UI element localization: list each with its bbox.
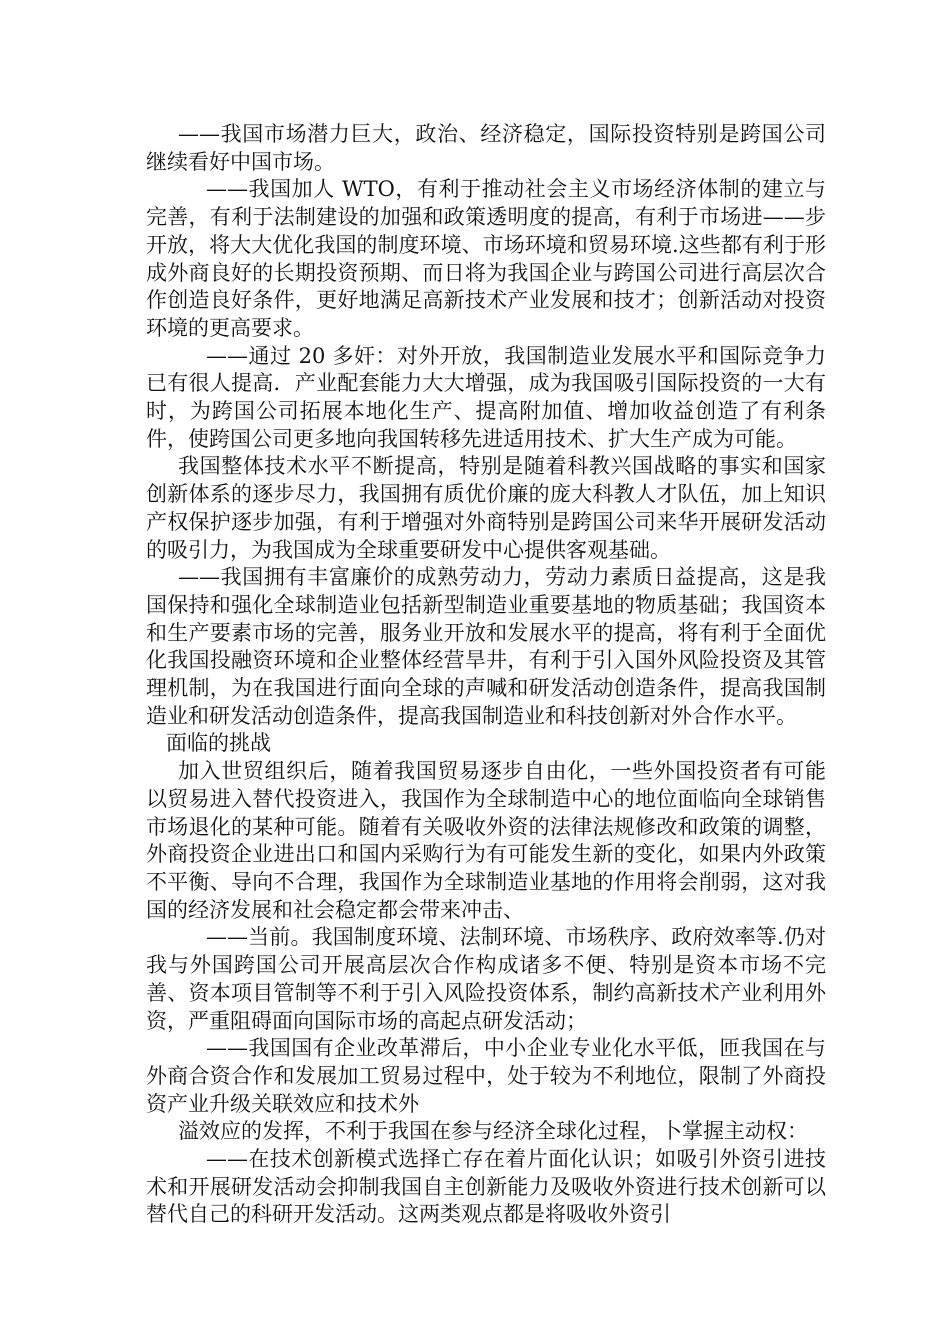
paragraph-after-wto: 加入世贸组织后，随着我国贸易逐步自由化，一些外国投资者有可能以贸易进入替代投资进入，我国作为全球制造中心的地位面临向全球销售市场退化的某种可能。随着有关吸收外资的法律法规修改和政策的调整，外商投资企业进出口和国内采购行为有可能发生新的变化，如果内外政策不平衡、导向不合理，我国作为全球制造业基地的作用将会削弱，这对我国的经济发展和社会稳定都会带来冲击、 (146, 759, 826, 922)
document-body (146, 121, 826, 1229)
paragraph-spillover: 溢效应的发挥，不利于我国在参与经济全球化过程，卜掌握主动权： (178, 1119, 808, 1144)
paragraph-current-environment: ——当前。我国制度环境、法制环境、市场秩序、政府效率等.仍对我与外国跨国公司开展高层次合作构成诸多不便、特别是资本市场不完善、资本项目管制等不利于引入风险投资体系，制约高新技术产业利用外资，严重阻碍面向国际市场的高起点研发活动； (146, 925, 826, 1033)
paragraph-manufacturing: ——通过 20 多奸：对外开放，我国制造业发展水平和国际竞争力已有很人提高．产业配套能力大大增强，成为我国吸引国际投资的一大有时，为跨国公司拓展本地化生产、提高附加值、增加收益创造了有利条件，使跨国公司更多地向我国转移先进适用技术、扩大生产成为可能。 (146, 343, 826, 451)
paragraph-market-potential: ——我国市场潜力巨大，政治、经济稳定，国际投资特别是跨国公司继续看好中国市场。 (146, 122, 826, 174)
paragraph-labor-force: ——我国拥有丰富廉价的成熟劳动力，劳动力素质日益提高，这是我国保持和强化全球制造业包括新型制造业重要基地的物质基础；我国资本和生产要素市场的完善，服务业开放和发展水平的提高，将有利于全面优化我国投融资环境和企业整体经营旱井，有利于引入国外风险投资及其管理机制，为在我国进行面向全球的声喊和研发活动创造条件，提高我国制造业和研发活动创造条件，提高我国制造业和科技创新对外合作水平。 (146, 565, 826, 728)
paragraph-technology-level: 我国整体技术水平不断提高，特别是随着科教兴国战略的事实和国家创新体系的逐步尽力，我国拥有质优价廉的庞大科教人才队伍，加上知识产权保护逐步加强，有利于增强对外商特别是跨国公司来华开展研发活动的吸引力，为我国成为全球重要研发中心提供客观基础。 (146, 454, 826, 562)
paragraph-wto-entry: ——我国加人 WTO，有利于推动社会主义市场经济体制的建立与完善，有利于法制建设的加强和政策透明度的提高，有利于市场进——步开放，将大大优化我国的制度环境、市场环境和贸易环境.这些都有利于形成外商良好的长期投资预期、而日将为我国企业与跨国公司进行高层次合作创造良好条件，更好地满足高新技术产业发展和技才；创新活动对投资环境的更高要求。 (146, 177, 826, 340)
section-heading-challenges: 面临的挑战 (166, 731, 271, 756)
paragraph-innovation-mode: ——在技术创新模式选择亡存在着片面化认识；如吸引外资引进技术和开展研发活动会抑制我国自主创新能力及吸收外资进行技术创新可以替代自己的科研开发活动。这两类观点都是将吸收外资引 (146, 1147, 826, 1227)
paragraph-soe-reform: ——我国国有企业改革滞后，中小企业专业化水平低，匝我国在与外商合资合作和发展加工贸易过程中，处于较为不利地位，限制了外商投资产业升级关联效应和技术外 (146, 1036, 826, 1116)
